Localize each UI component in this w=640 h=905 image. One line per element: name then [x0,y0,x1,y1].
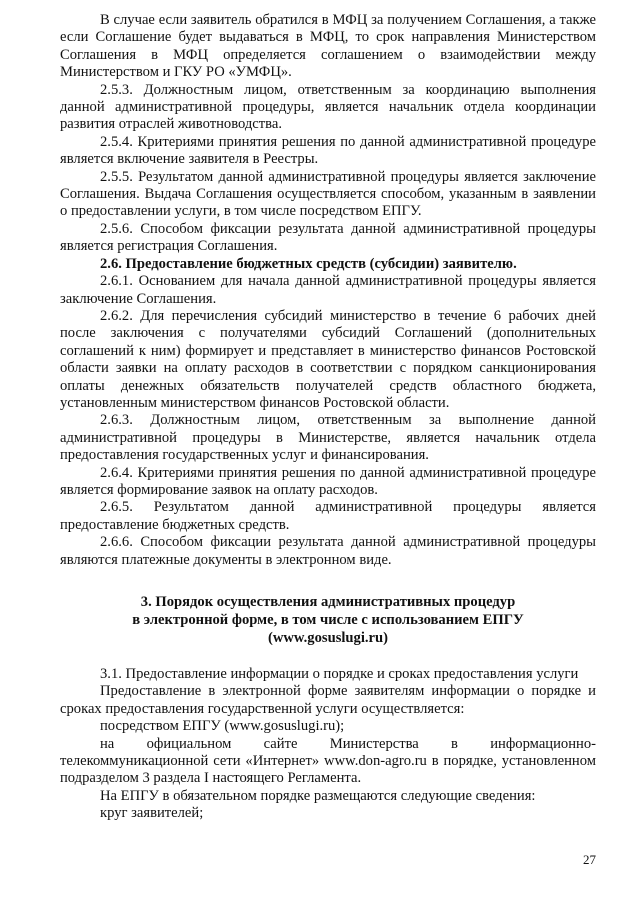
section-title [60,593,596,647]
paragraph: на официальном сайте Министерства в информационно-телекоммуникационной сети «Интернет» www.don-agro.ru в порядке, установленном подразделом 3 раздела I настоящего Регламента. [60,735,596,787]
paragraph: 2.5.3. Должностным лицом, ответственным за координацию выполнения данной административной процедуры, является начальник отдела координации развития отраслей животноводства. [60,81,596,133]
paragraph: 2.6.6. Способом фиксации результата данной административной процедуры являются платежные документы в электронном виде. [60,534,596,568]
paragraph: Предоставление в электронной форме заявителям информации о порядке и сроках предоставления государственной услуги осуществляется: [60,683,596,717]
section-title-line: (www.gosuslugi.ru) [267,630,388,646]
paragraph: 2.5.4. Критериями принятия решения по данной административной процедуре является включение заявителя в Реестры. [60,133,596,168]
paragraph: посредством ЕПГУ (www.gosuslugi.ru); [100,718,345,735]
paragraph: 2.5.6. Способом фиксации результата данной административной процедуры является регистрация Соглашения. [60,220,596,255]
spacer [60,647,596,666]
paragraph: 3.1. Предоставление информации о порядке и сроках предоставления услуги [100,666,579,682]
paragraph: 2.6.5. Результатом данной административной процедуры является предоставление бюджетных средств. [60,499,596,533]
section-title-line: в электронной форме, в том числе с использованием ЕПГУ [132,612,524,628]
paragraph: 2.6.4. Критериями принятия решения по данной административной процедуре является формирование заявок на оплату расходов. [60,464,596,498]
paragraph: 2.5.5. Результатом данной административной процедуры является заключение Соглашения. Выдача Соглашения осуществляется способом, указанным в заявлении о предоставлении услуги, в том числе посредством ЕПГУ. [60,168,596,220]
page-number: 27 [583,852,596,867]
paragraph: 2.6.3. Должностным лицом, ответственным за выполнение данной административной процедуры в Министерстве, является начальник отдела предоставления государственных услуг и финансирования. [60,412,596,464]
paragraph: круг заявителей; [100,805,204,822]
subsection-heading: 2.6. Предоставление бюджетных средств (субсидии) заявителю. [100,255,517,272]
paragraph: 2.6.2. Для перечисления субсидий министерство в течение 6 рабочих дней после заключения с получателями субсидий Соглашений (дополнительных соглашений к ним) формирует и представляет в министерство финансов Ростовской области заявки на оплату расходов в соответствии с порядком санкционирования оплаты денежных обязательств получателей средств областного бюджета, установленным министерством финансов Ростовской области. [60,307,596,411]
document-page [60,12,596,823]
section-title-line: 3. Порядок осуществления административных процедур [140,594,516,610]
paragraph: В случае если заявитель обратился в МФЦ за получением Соглашения, а также если Соглашение будет выдаваться в МФЦ, то срок направления Министерством Соглашения в МФЦ определяется соглашением о взаимодействии между Министерством и ГКУ РО «УМФЦ». [60,12,596,81]
paragraph: 2.6.1. Основанием для начала данной административной процедуры является заключение Соглашения. [60,273,596,307]
paragraph: На ЕПГУ в обязательном порядке размещаются следующие сведения: [100,787,536,804]
